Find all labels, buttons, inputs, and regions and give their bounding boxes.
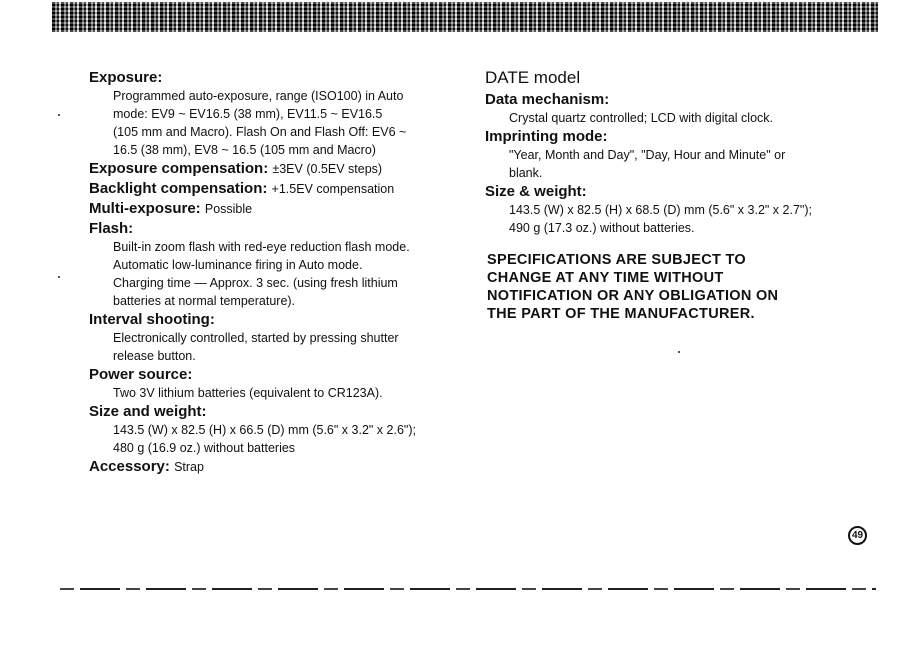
backlight-compensation-row — [89, 179, 459, 199]
interval-line: release button. — [113, 349, 196, 363]
date-size-weight-line: 143.5 (W) x 82.5 (H) x 68.5 (D) mm (5.6" x 3.2" x 2.7"); — [509, 203, 812, 217]
page-number: 49 — [848, 526, 867, 545]
notice-line: CHANGE AT ANY TIME WITHOUT — [487, 270, 724, 286]
date-size-weight-line: 490 g (17.3 oz.) without batteries. — [509, 221, 695, 235]
scan-speck — [58, 276, 60, 278]
multi-exposure-value: Possible — [204, 202, 253, 216]
power-line: Two 3V lithium batteries (equivalent to CR123A). — [113, 386, 383, 400]
data-mechanism-heading: Data mechanism: — [485, 91, 610, 108]
size-weight-line: 480 g (16.9 oz.) without batteries — [113, 441, 296, 455]
exposure-compensation-label: Exposure compensation: — [89, 160, 269, 177]
power-source-heading: Power source: — [89, 366, 193, 383]
accessory-row — [89, 457, 459, 477]
header-scan-band — [52, 2, 878, 32]
flash-line: batteries at normal temperature). — [113, 294, 296, 308]
exposure-compensation-row — [89, 159, 459, 179]
multi-exposure-label: Multi-exposure: — [89, 200, 201, 217]
data-mechanism-line: Crystal quartz controlled; LCD with digital clock. — [509, 111, 773, 125]
flash-heading: Flash: — [89, 220, 134, 237]
multi-exposure-row — [89, 199, 459, 219]
exposure-compensation-value: ±3EV (0.5EV steps) — [272, 162, 383, 176]
exposure-line: (105 mm and Macro). Flash On and Flash Off: EV6 ~ — [113, 125, 407, 139]
exposure-line: 16.5 (38 mm), EV8 ~ 16.5 (105 mm and Macro) — [113, 143, 376, 157]
exposure-heading: Exposure: — [89, 69, 163, 86]
accessory-value: Strap — [174, 460, 204, 474]
date-model-title: DATE model — [485, 68, 581, 87]
flash-line: Built-in zoom flash with red-eye reduction flash mode. — [113, 240, 410, 254]
flash-line: Automatic low-luminance firing in Auto mode. — [113, 258, 363, 272]
interval-shooting-heading: Interval shooting: — [89, 311, 215, 328]
notice-line: NOTIFICATION OR ANY OBLIGATION ON — [487, 288, 779, 304]
flash-line: Charging time — Approx. 3 sec. (using fresh lithium — [113, 276, 398, 290]
imprinting-line: blank. — [509, 166, 543, 180]
date-size-weight-heading: Size & weight: — [485, 183, 587, 200]
backlight-compensation-value: +1.5EV compensation — [271, 182, 395, 196]
specifications-notice — [487, 251, 845, 323]
imprinting-mode-heading: Imprinting mode: — [485, 128, 608, 145]
specs-right-column — [485, 68, 845, 323]
interval-line: Electronically controlled, started by pressing shutter — [113, 331, 399, 345]
accessory-label: Accessory: — [89, 458, 170, 475]
notice-line: SPECIFICATIONS ARE SUBJECT TO — [487, 252, 746, 268]
specs-left-column — [89, 68, 459, 477]
footer-scan-rule — [60, 588, 876, 590]
size-weight-heading: Size and weight: — [89, 403, 207, 420]
scan-speck — [58, 114, 60, 116]
notice-line: THE PART OF THE MANUFACTURER. — [487, 306, 755, 322]
imprinting-line: "Year, Month and Day", "Day, Hour and Minute" or — [509, 148, 786, 162]
scan-speck — [678, 351, 680, 353]
exposure-line: Programmed auto-exposure, range (ISO100) in Auto — [113, 89, 404, 103]
size-weight-line: 143.5 (W) x 82.5 (H) x 66.5 (D) mm (5.6" x 3.2" x 2.6"); — [113, 423, 416, 437]
exposure-line: mode: EV9 ~ EV16.5 (38 mm), EV11.5 ~ EV16.5 — [113, 107, 383, 121]
backlight-compensation-label: Backlight compensation: — [89, 180, 268, 197]
